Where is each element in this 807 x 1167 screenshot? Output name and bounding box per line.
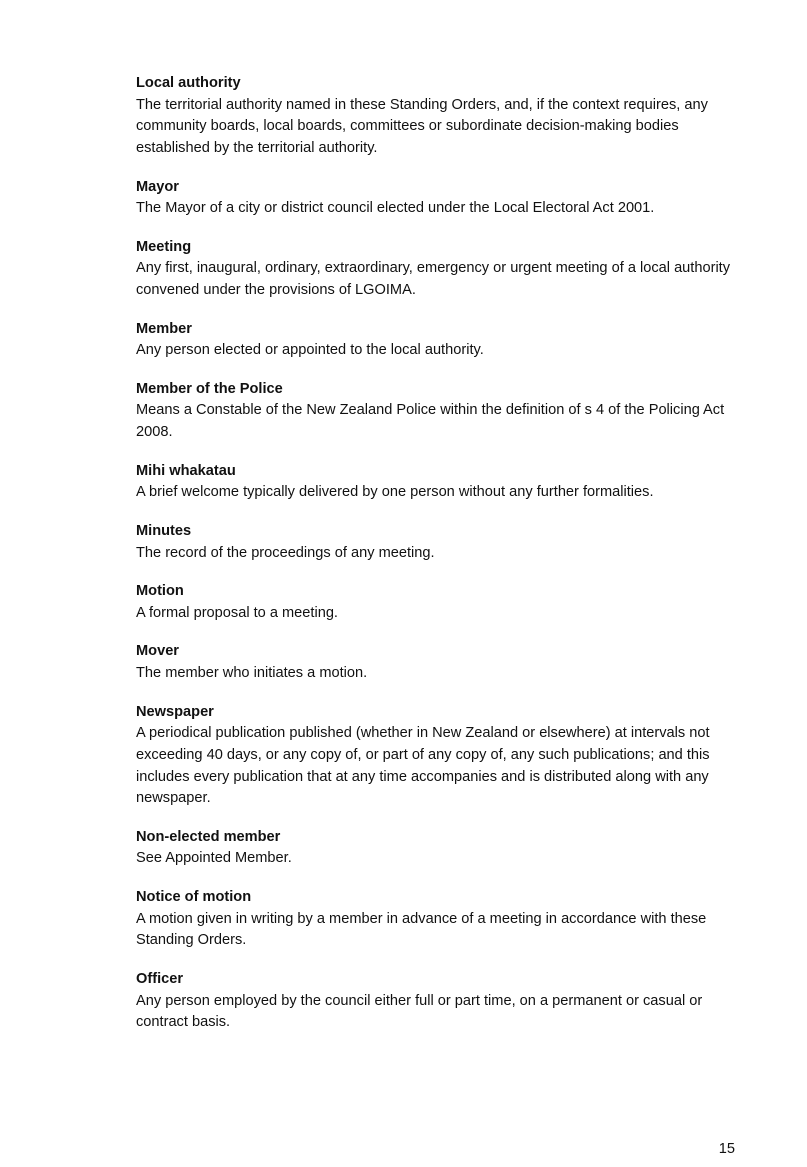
term-definition: The territorial authority named in these Standing Orders, and, if the context requires, any community boards, local boards, committees or subordinate decision-making bodies established by the territorial authority.: [136, 96, 708, 156]
definition-entry-notice-of-motion: [136, 887, 736, 952]
term-heading: Local authority: [136, 75, 241, 91]
term-definition: Any person employed by the council either full or part time, on a permanent or casual or contract basis.: [136, 992, 703, 1031]
term-definition: Means a Constable of the New Zealand Police within the definition of s 4 of the Policing Act 2008.: [136, 402, 725, 441]
definition-entry-minutes: [136, 521, 736, 564]
definition-entry-member: [136, 319, 736, 362]
term-heading: Motion: [136, 583, 184, 600]
term-heading: Notice of motion: [136, 889, 252, 906]
definition-entry-newspaper: [136, 702, 736, 810]
definition-entry-member-of-the-police: [136, 379, 736, 444]
definition-entry-local-authority: [136, 73, 736, 160]
term-definition: A brief welcome typically delivered by one person without any further formalities.: [136, 484, 654, 501]
definition-entry-motion: [136, 581, 736, 624]
term-definition: See Appointed Member.: [136, 850, 292, 867]
definition-entry-mover: [136, 641, 736, 684]
term-definition: A motion given in writing by a member in advance of a meeting in accordance with these Standing Orders.: [136, 910, 707, 949]
term-heading: Newspaper: [136, 703, 214, 720]
term-heading: Minutes: [136, 523, 192, 540]
term-heading: Member: [136, 320, 192, 337]
term-heading: Mayor: [136, 178, 179, 195]
term-definition: The Mayor of a city or district council elected under the Local Electoral Act 2001.: [136, 200, 655, 217]
term-definition: The member who initiates a motion.: [136, 664, 368, 681]
definition-entry-mayor: [136, 177, 736, 220]
term-definition: A periodical publication published (whether in New Zealand or elsewhere) at intervals not exceeding 40 days, or any copy of, or part of any copy of, any such publications; and this includes every publication that at any time accompanies and is distributed along with any newspaper.: [136, 725, 710, 807]
term-definition: Any first, inaugural, ordinary, extraordinary, emergency or urgent meeting of a local authority convened under the provisions of LGOIMA.: [136, 260, 731, 299]
term-definition: Any person elected or appointed to the local authority.: [136, 342, 484, 359]
definition-entry-mihi-whakatau: [136, 461, 736, 504]
page-number: 15: [718, 1141, 735, 1157]
term-heading: Mover: [136, 643, 179, 660]
definitions-list: [136, 73, 736, 1051]
term-heading: Non-elected member: [136, 828, 281, 845]
term-definition: A formal proposal to a meeting.: [136, 604, 338, 621]
term-heading: Mihi whakatau: [136, 462, 236, 479]
definition-entry-officer: [136, 969, 736, 1034]
term-heading: Meeting: [136, 238, 192, 255]
definition-entry-meeting: [136, 237, 736, 302]
definition-entry-non-elected-member: [136, 827, 736, 870]
term-definition: The record of the proceedings of any meeting.: [136, 544, 435, 561]
term-heading: Officer: [136, 971, 184, 988]
term-heading: Member of the Police: [136, 380, 283, 397]
